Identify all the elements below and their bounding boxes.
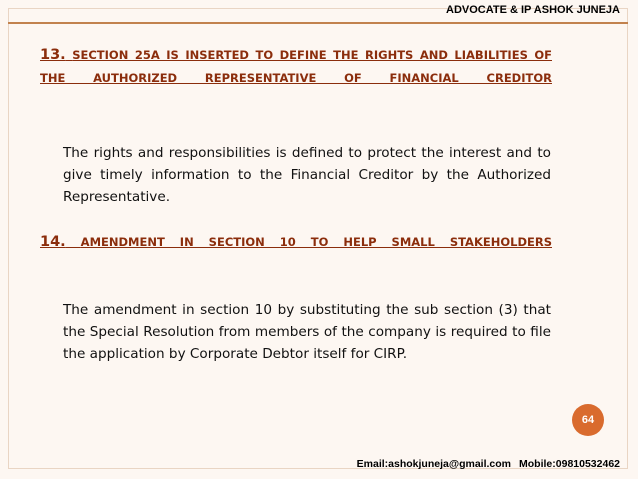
- footer-contact: [357, 458, 620, 470]
- section-13-title: SECTION 25A IS INSERTED TO DEFINE THE RIGHTS AND LIABILITIES OF THE AUTHORIZED REPRESENTATIVE OF FINANCIAL CREDITOR: [40, 48, 552, 85]
- section-14-title: AMENDMENT IN SECTION 10 TO HELP SMALL STAKEHOLDERS: [80, 235, 552, 249]
- top-rule: [8, 22, 628, 24]
- section-13-number: 13.: [40, 47, 66, 63]
- footer-email: Email:ashokjuneja@gmail.com: [356, 458, 512, 470]
- page-number-badge: 64: [572, 404, 604, 436]
- section-13-body: The rights and responsibilities is defined to protect the interest and to give timely information to the Financial Creditor by the Authorized Representative.: [63, 145, 551, 205]
- section-14-body: The amendment in section 10 by substituting the sub section (3) that the Special Resolution from members of the company is required to file the application by Corporate Debtor itself for CIRP.: [63, 302, 551, 362]
- header-label: ADVOCATE & IP ASHOK JUNEJA: [446, 4, 620, 16]
- footer-mobile: Mobile:09810532462: [519, 458, 620, 470]
- section-13-heading: [40, 44, 552, 90]
- section-14-heading: [40, 231, 552, 254]
- section-14-number: 14.: [40, 234, 66, 250]
